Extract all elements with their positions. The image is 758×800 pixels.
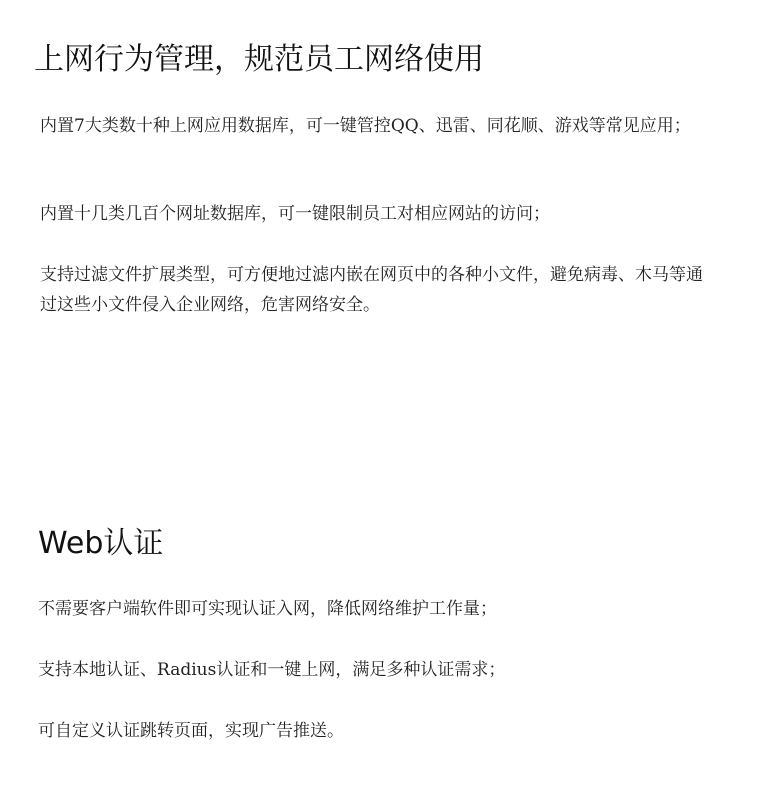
paragraph-app-database: 内置7大类数十种上网应用数据库，可一键管控QQ、迅雷、同花顺、游戏等常见应用； [40,116,691,136]
paragraph-custom-page: 可自定义认证跳转页面，实现广告推送。 [38,721,344,741]
section-title-behavior-management: 上网行为管理，规范员工网络使用 [34,42,484,77]
paragraph-auth-methods: 支持本地认证、Radius认证和一键上网，满足多种认证需求； [38,660,506,680]
section-title-web-auth: Web认证 [38,526,164,561]
paragraph-url-database: 内置十几类几百个网址数据库，可一键限制员工对相应网站的访问； [40,204,550,224]
paragraph-no-client: 不需要客户端软件即可实现认证入网，降低网络维护工作量； [38,599,497,619]
paragraph-file-filter: 支持过滤文件扩展类型，可方便地过滤内嵌在网页中的各种小文件，避免病毒、木马等通过这些小文件侵入企业网络，危害网络安全。 [40,265,703,315]
